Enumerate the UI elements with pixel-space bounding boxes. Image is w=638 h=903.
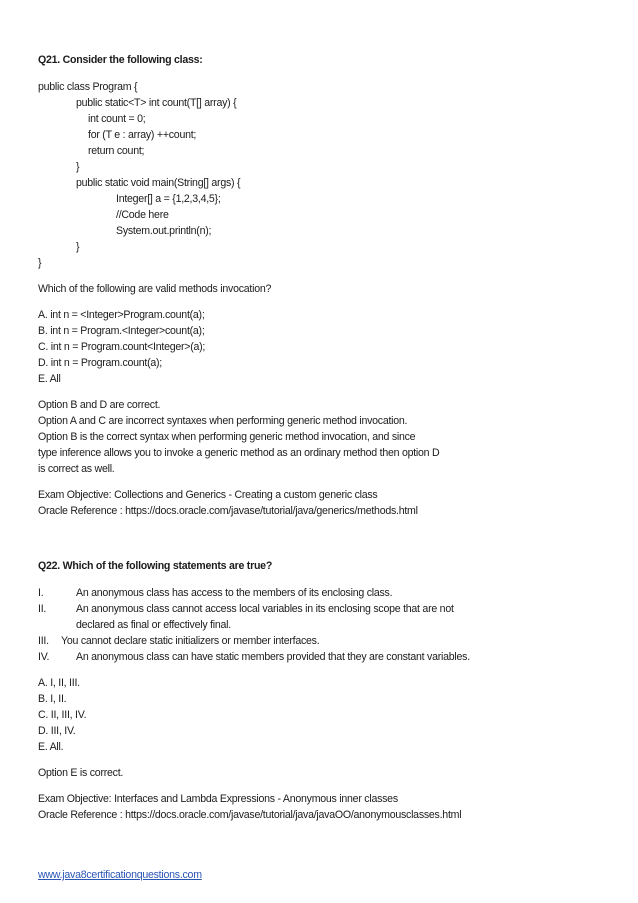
q22-statement-text: You cannot declare static initializers or member interfaces. <box>61 635 320 647</box>
q21-code-line: int count = 0; <box>88 113 146 125</box>
q21-exam-objective: Exam Objective: Collections and Generics - Creating a custom generic class <box>38 489 378 501</box>
q21-answer-line: type inference allows you to invoke a generic method as an ordinary method then option D <box>38 447 440 459</box>
q21-code-line: Integer[] a = {1,2,3,4,5}; <box>116 193 221 205</box>
q22-option: A. I, II, III. <box>38 677 80 689</box>
q22-option: C. II, III, IV. <box>38 709 87 721</box>
q22-statement-num: II. <box>38 603 47 615</box>
q22-statement-num: III. <box>38 635 49 647</box>
q22-exam-objective: Exam Objective: Interfaces and Lambda Expressions - Anonymous inner classes <box>38 793 398 805</box>
q21-title: Q21. Consider the following class: <box>38 54 203 66</box>
q21-answer-line: Option B is the correct syntax when performing generic method invocation, and since <box>38 431 416 443</box>
q21-option: D. int n = Program.count(a); <box>38 357 163 369</box>
q22-option: D. III, IV. <box>38 725 76 737</box>
q21-option: C. int n = Program.count<Integer>(a); <box>38 341 206 353</box>
q21-code-line: } <box>76 161 80 173</box>
q21-code-line: public static void main(String[] args) { <box>76 177 241 189</box>
q22-answer: Option E is correct. <box>38 767 124 779</box>
q21-code-line: //Code here <box>116 209 169 221</box>
q21-code-line: for (T e : array) ++count; <box>88 129 197 141</box>
q21-option: A. int n = <Integer>Program.count(a); <box>38 309 205 321</box>
q21-code-line: } <box>38 257 42 269</box>
q22-title: Q22. Which of the following statements are true? <box>38 560 273 572</box>
q21-code-line: public class Program { <box>38 81 138 93</box>
q21-code-line: return count; <box>88 145 145 157</box>
q21-option: E. All <box>38 373 61 385</box>
q21-question: Which of the following are valid methods invocation? <box>38 283 272 295</box>
q22-option: E. All. <box>38 741 64 753</box>
q21-answer-line: Option B and D are correct. <box>38 399 161 411</box>
footer-website-link[interactable]: www.java8certificationquestions.com <box>38 869 202 881</box>
q21-code-line: public static<T> int count(T[] array) { <box>76 97 237 109</box>
q21-option: B. int n = Program.<Integer>count(a); <box>38 325 205 337</box>
q21-answer-line: Option A and C are incorrect syntaxes when performing generic method invocation. <box>38 415 408 427</box>
q22-statement-text: An anonymous class can have static members provided that they are constant variables. <box>76 651 470 663</box>
q21-code-line: } <box>76 241 80 253</box>
q22-statement-num: I. <box>38 587 44 599</box>
q21-answer-line: is correct as well. <box>38 463 115 475</box>
q21-code-line: System.out.println(n); <box>116 225 212 237</box>
q22-statement-text: An anonymous class cannot access local variables in its enclosing scope that are not <box>76 603 454 615</box>
q22-statement-text: An anonymous class has access to the members of its enclosing class. <box>76 587 393 599</box>
q22-oracle-reference: Oracle Reference : https://docs.oracle.com/javase/tutorial/java/javaOO/anonymousclasses.html <box>38 809 462 821</box>
q22-statement-text: declared as final or effectively final. <box>76 619 231 631</box>
q22-statement-num: IV. <box>38 651 50 663</box>
q21-oracle-reference: Oracle Reference : https://docs.oracle.com/javase/tutorial/java/generics/methods.html <box>38 505 418 517</box>
q22-option: B. I, II. <box>38 693 67 705</box>
